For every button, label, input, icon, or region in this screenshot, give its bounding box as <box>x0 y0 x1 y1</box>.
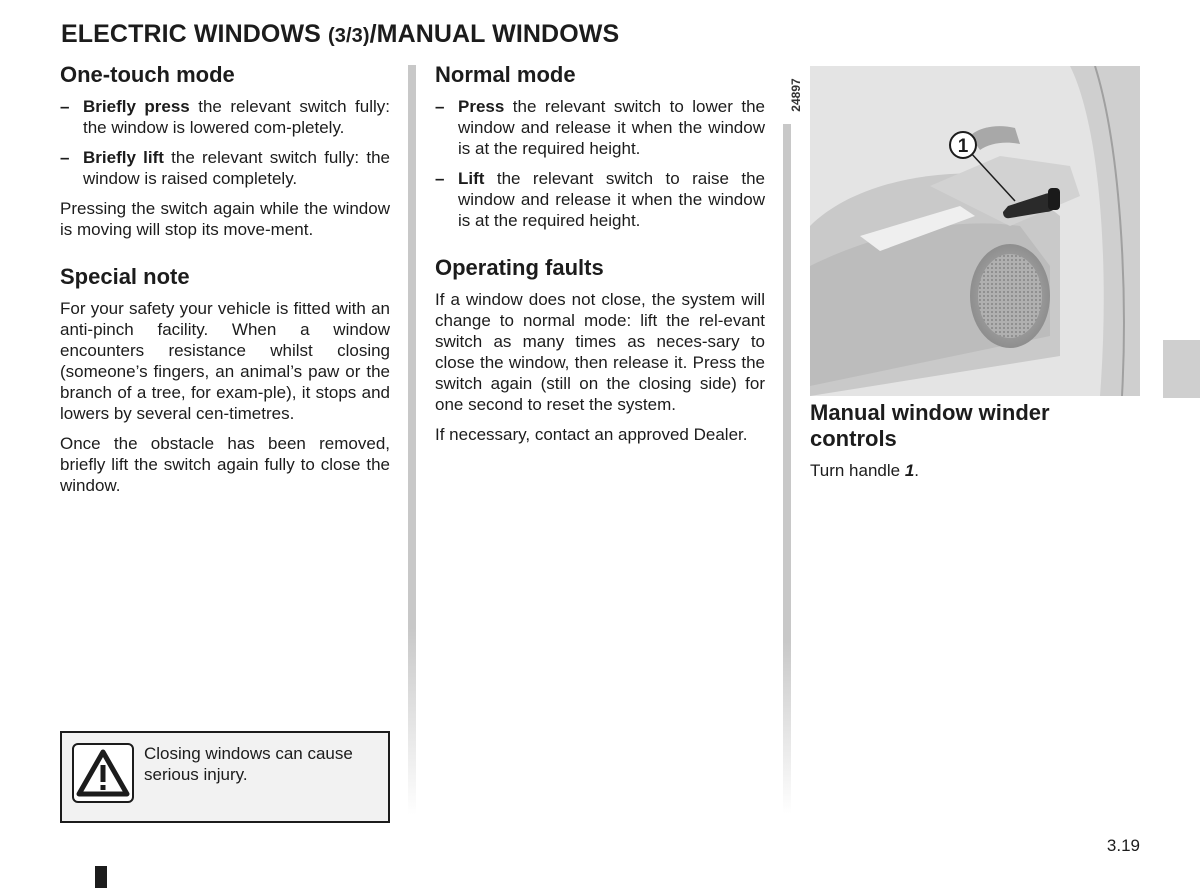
page-number: 3.19 <box>1106 836 1140 855</box>
operating-faults-paragraph-2: If necessary, contact an approved Dealer. <box>435 425 748 444</box>
section-tab <box>1163 340 1200 398</box>
list-item <box>60 147 390 189</box>
list-dash: – <box>435 97 445 116</box>
special-note-paragraph-2: Once the obstacle has been removed, briefly lift the switch again fully to close the window. <box>60 434 390 495</box>
column-divider <box>783 124 791 814</box>
item-text: the relevant switch to raise the window and release it when the window is at the required height. <box>458 169 765 230</box>
callout-label: 1 <box>957 136 969 157</box>
manual-winder-heading: Manual window winder controls <box>810 400 1050 451</box>
list-item <box>435 96 765 159</box>
warning-box <box>60 731 390 823</box>
page-title <box>61 20 619 49</box>
item-text: the relevant switch fully: the window is raised completely. <box>83 148 391 188</box>
item-bold: Briefly lift <box>83 148 164 167</box>
handle-reference: 1 <box>904 461 915 480</box>
photo-code-text: 24897 <box>789 78 803 112</box>
manual-text-suffix: . <box>914 461 920 480</box>
title-rest: /MANUAL WINDOWS <box>369 20 620 48</box>
list-item <box>435 168 765 231</box>
operating-faults-heading: Operating faults <box>435 255 604 280</box>
one-touch-paragraph: Pressing the switch again while the window is moving will stop its move-ment. <box>60 199 390 239</box>
one-touch-heading: One-touch mode <box>60 62 235 87</box>
item-bold: Lift <box>458 169 485 188</box>
special-note-paragraph-1: For your safety your vehicle is fitted with an anti-pinch facility. When a window encounters resistance whilst closing (someone’s fingers, an animal’s paw or the branch of a tree, for exam-ple), it stops and lowers by several cen-timetres. <box>60 299 390 423</box>
manual-winder-text <box>810 460 1140 481</box>
manual-text-prefix: Turn handle <box>810 461 905 480</box>
warning-triangle-graphic <box>74 745 132 801</box>
door-panel-photo <box>810 66 1140 396</box>
column-divider <box>408 65 416 815</box>
item-bold: Briefly press <box>83 97 190 116</box>
special-note-heading: Special note <box>60 264 190 289</box>
warning-triangle-icon <box>72 743 134 803</box>
list-dash: – <box>435 169 445 188</box>
column-three <box>810 400 1140 490</box>
photo-code <box>783 66 809 124</box>
item-text: the relevant switch to lower the window and release it when the window is at the required height. <box>458 97 765 158</box>
title-main: ELECTRIC WINDOWS <box>61 20 321 48</box>
column-two <box>435 62 765 454</box>
list-dash: – <box>60 148 70 167</box>
item-text: the relevant switch fully: the window is lowered com-pletely. <box>83 97 390 137</box>
door-panel-illustration <box>810 66 1140 396</box>
item-bold: Press <box>458 97 505 116</box>
list-item <box>60 96 390 138</box>
warning-text: Closing windows can cause serious injury. <box>144 744 353 784</box>
corner-marker <box>95 866 107 888</box>
list-dash: – <box>60 97 70 116</box>
column-one <box>60 62 390 505</box>
operating-faults-paragraph-1: If a window does not close, the system will change to normal mode: lift the rel-evant switch as many times as neces-sary to close the window, then release it. Press the switch again (still on the closing side) for one second to reset the system. <box>435 290 765 414</box>
title-part: (3/3) <box>327 25 370 47</box>
normal-mode-heading: Normal mode <box>435 62 576 87</box>
